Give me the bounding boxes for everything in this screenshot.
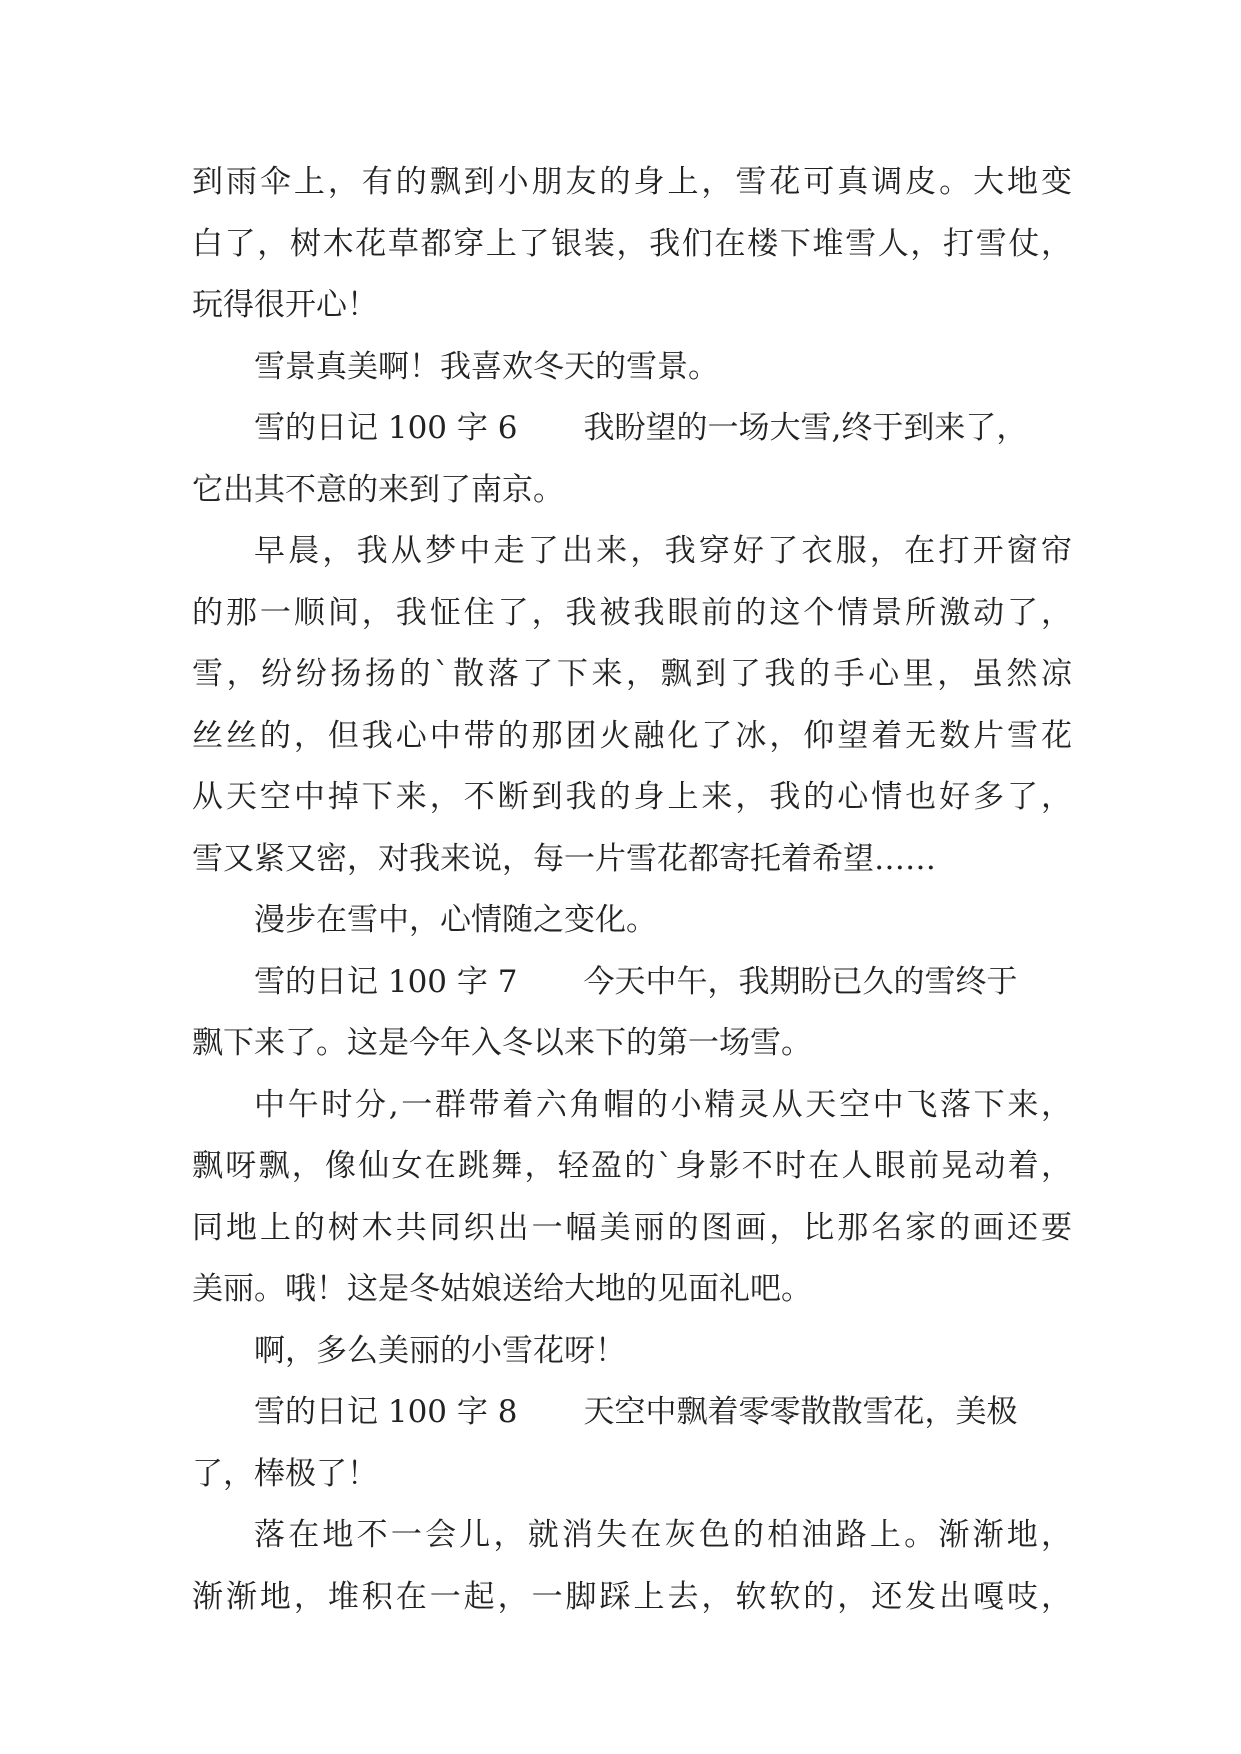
paragraph-line: 渐渐地，堆积在一起，一脚踩上去，软软的，还发出嘎吱， bbox=[192, 1578, 1072, 1615]
paragraph-line: 它出其不意的来到了南京。 bbox=[192, 471, 564, 508]
diary-entry-line bbox=[192, 398, 1072, 460]
paragraph-line: 了，棒极了！ bbox=[192, 1455, 378, 1492]
paragraph-line: 美丽。哦！这是冬姑娘送给大地的见面礼吧。 bbox=[192, 1271, 812, 1307]
paragraph-line: 啊，多么美丽的小雪花呀！ bbox=[254, 1332, 626, 1369]
paragraph-line: 到雨伞上，有的飘到小朋友的身上，雪花可真调皮。大地变 bbox=[192, 164, 1072, 200]
paragraph-line: 早晨，我从梦中走了出来，我穿好了衣服，在打开窗帘 bbox=[254, 533, 1072, 569]
paragraph-line: 丝丝的，但我心中带的那团火融化了冰，仰望着无数片雪花 bbox=[192, 717, 1072, 754]
entry-text: 我盼望的一场大雪,终于到来了， bbox=[583, 410, 1028, 446]
entry-heading: 雪的日记 100 字 7 bbox=[254, 963, 518, 1000]
paragraph-line: 中午时分,一群带着六角帽的小精灵从天空中飞落下来， bbox=[254, 1086, 1072, 1123]
diary-entry-line bbox=[192, 952, 1072, 1014]
entry-text: 今天中午，我期盼已久的雪终于 bbox=[583, 963, 1018, 1000]
paragraph-line: 落在地不一会儿，就消失在灰色的柏油路上。渐渐地， bbox=[254, 1517, 1072, 1553]
paragraph-line: 飘下来了。这是今年入冬以来下的第一场雪。 bbox=[192, 1025, 812, 1061]
paragraph-line: 从天空中掉下来，不断到我的身上来，我的心情也好多了， bbox=[192, 779, 1072, 815]
paragraph-line: 雪又紧又密，对我来说，每一片雪花都寄托着希望…… bbox=[192, 840, 936, 877]
paragraph-line: 同地上的树木共同织出一幅美丽的图画，比那名家的画还要 bbox=[192, 1209, 1072, 1246]
entry-heading: 雪的日记 100 字 8 bbox=[254, 1394, 518, 1430]
paragraph-line: 的那一顺间，我怔住了，我被我眼前的这个情景所激动了， bbox=[192, 594, 1072, 631]
entry-text: 天空中飘着零零散散雪花，美极 bbox=[583, 1394, 1018, 1430]
paragraph-line: 飘呀飘，像仙女在跳舞，轻盈的`身影不时在人眼前晃动着， bbox=[192, 1148, 1072, 1184]
paragraph-line: 白了，树木花草都穿上了银装，我们在楼下堆雪人，打雪仗， bbox=[192, 225, 1072, 262]
diary-entry-line bbox=[192, 1382, 1072, 1444]
paragraph-line: 漫步在雪中，心情随之变化。 bbox=[254, 902, 657, 938]
document-body bbox=[192, 152, 1072, 1628]
entry-heading: 雪的日记 100 字 6 bbox=[254, 410, 518, 446]
paragraph-line: 雪景真美啊！我喜欢冬天的雪景。 bbox=[254, 348, 719, 385]
paragraph-line: 玩得很开心！ bbox=[192, 287, 378, 323]
paragraph-line: 雪，纷纷扬扬的`散落了下来，飘到了我的手心里，虽然凉 bbox=[192, 656, 1072, 692]
